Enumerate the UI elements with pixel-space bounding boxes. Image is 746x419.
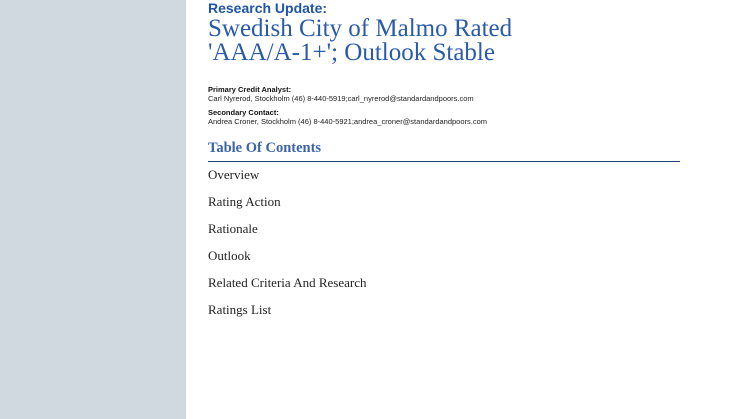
secondary-contact-detail: Andrea Croner, Stockholm (46) 8-440-5921;andrea_croner@standardandpoors.com	[208, 117, 488, 126]
toc-heading: Table Of Contents	[208, 139, 680, 162]
toc-item-outlook[interactable]: Outlook	[208, 248, 251, 263]
toc-item-overview[interactable]: Overview	[208, 167, 260, 182]
toc-item-rationale[interactable]: Rationale	[208, 221, 258, 236]
toc-item-rating-action[interactable]: Rating Action	[208, 194, 281, 209]
report-content	[208, 0, 680, 330]
report-title	[208, 17, 680, 65]
report-title-line-1: Swedish City of Malmo Rated	[208, 15, 513, 42]
primary-contact-role: Primary Credit Analyst:	[208, 85, 292, 94]
toc-item-ratings-list[interactable]: Ratings List	[208, 302, 272, 317]
report-title-line-2: 'AAA/A-1+'; Outlook Stable	[208, 39, 495, 66]
primary-contact	[208, 85, 680, 103]
secondary-contact	[208, 108, 680, 126]
primary-contact-detail: Carl Nyrerod, Stockholm (46) 8-440-5919;carl_nyrerod@standardandpoors.com	[208, 94, 474, 103]
toc-item-related-criteria[interactable]: Related Criteria And Research	[208, 275, 367, 290]
report-kicker: Research Update:	[208, 0, 328, 16]
toc-list	[208, 168, 680, 330]
secondary-contact-role: Secondary Contact:	[208, 108, 279, 117]
side-band	[0, 0, 186, 419]
